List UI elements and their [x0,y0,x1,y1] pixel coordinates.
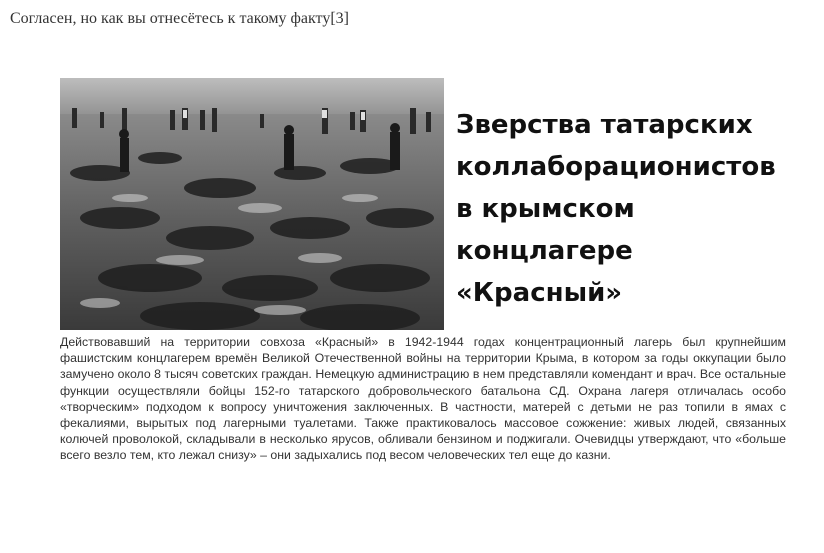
article-headline [456,104,800,314]
article-card [60,78,800,518]
headline-line: в крымском [456,194,635,224]
headline-line: «Красный» [456,278,623,308]
headline-line: концлагере [456,236,633,266]
article-body: Действовавший на территории совхоза «Красный» в 1942-1944 годах концентрационный лагерь был крупнейшим фашистским концлагерем времён Великой Отечественной войны на территории Крыма, в котором за годы оккупации было замучено около 8 тысяч советских граждан. Немецкую администрацию в нем представляли комендант и врач. Все остальные функции осуществляли бойцы 152-го татарского добровольческого батальона СД. Охрана лагеря отличалась особо «творческим» подходом к вопросу уничтожения заключенных. В частности, матерей с детьми не раз топили в ямах с фекалиями, вырытых под лагерными туалетами. Также практиковалось массовое сожжение: живых людей, связанных колючей проволокой, складывали в несколько ярусов, обливали бензином и поджигали. Очевидцы утверждают, что «больше всего везло тем, кто лежал снизу» – они задыхались под весом человеческих тел еще до казни. [60,335,786,463]
intro-text: Согласен, но как вы отнесётесь к такому факту[3] [10,10,349,27]
historical-photo [60,78,444,330]
headline-line: коллаборационистов [456,152,776,182]
headline-line: Зверства татарских [456,110,753,140]
